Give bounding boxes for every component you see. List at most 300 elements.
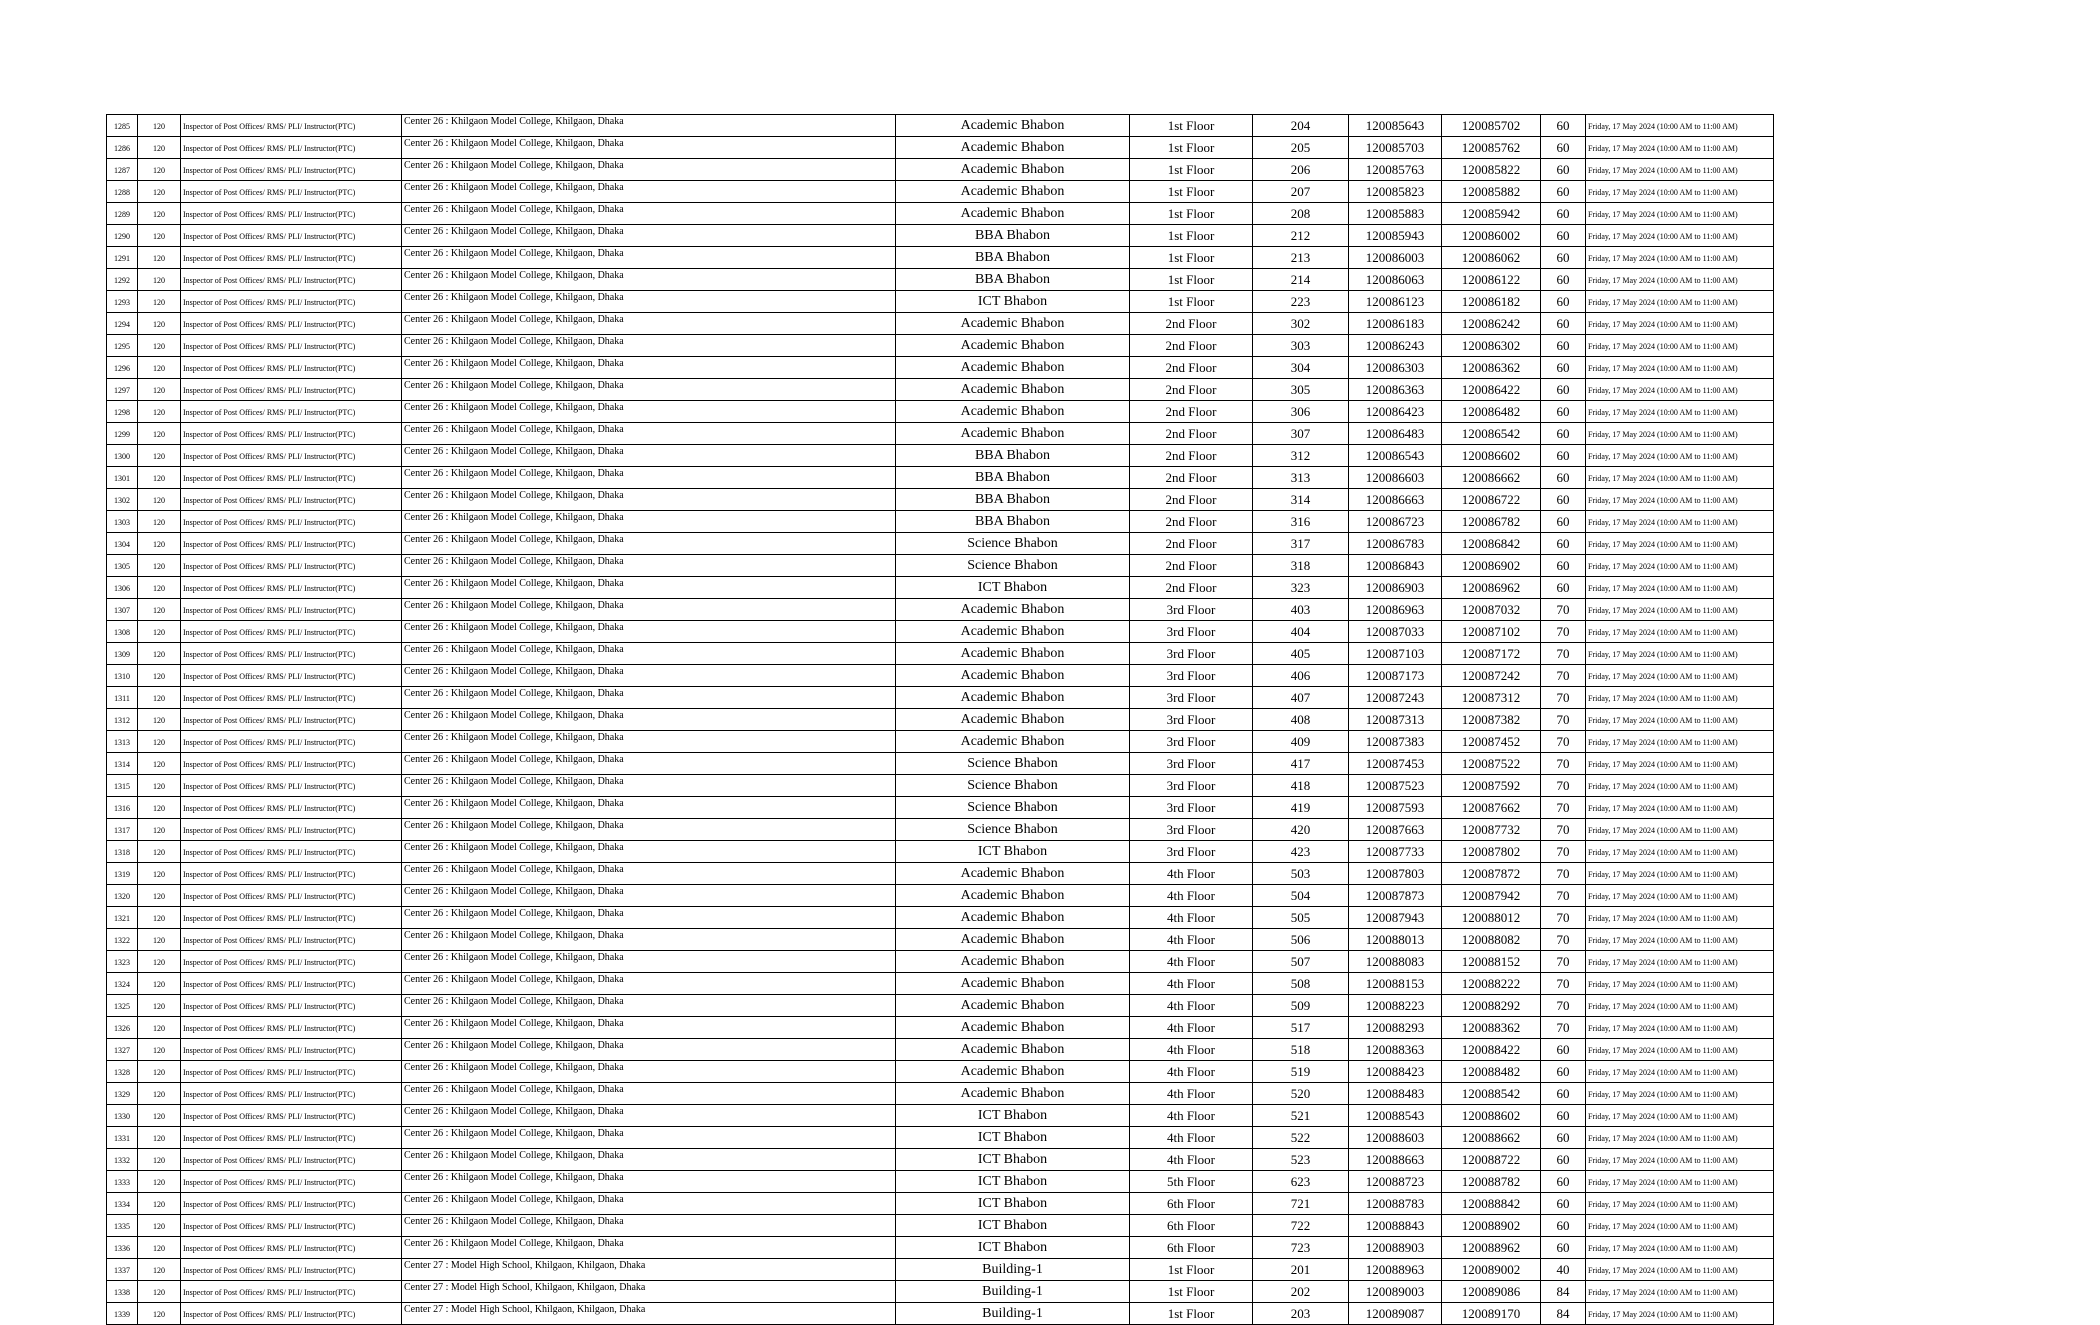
roll-from-cell: 120087523 bbox=[1349, 775, 1442, 797]
post-name-cell: Inspector of Post Offices/ RMS/ PLI/ Instructor(PTC) bbox=[181, 665, 402, 687]
building-cell: ICT Bhabon bbox=[896, 1127, 1130, 1149]
post-code-cell: 120 bbox=[138, 863, 181, 885]
room-cell: 420 bbox=[1253, 819, 1349, 841]
floor-cell: 2nd Floor bbox=[1130, 489, 1253, 511]
exam-date-cell: Friday, 17 May 2024 (10:00 AM to 11:00 AM) bbox=[1586, 203, 1774, 225]
total-cell: 60 bbox=[1541, 445, 1586, 467]
exam-date-cell: Friday, 17 May 2024 (10:00 AM to 11:00 AM) bbox=[1586, 973, 1774, 995]
floor-cell: 2nd Floor bbox=[1130, 379, 1253, 401]
roll-from-cell: 120087383 bbox=[1349, 731, 1442, 753]
roll-to-cell: 120089170 bbox=[1442, 1303, 1541, 1325]
exam-date-cell: Friday, 17 May 2024 (10:00 AM to 11:00 AM) bbox=[1586, 863, 1774, 885]
room-cell: 503 bbox=[1253, 863, 1349, 885]
post-name-cell: Inspector of Post Offices/ RMS/ PLI/ Instructor(PTC) bbox=[181, 1083, 402, 1105]
serial-cell: 1327 bbox=[107, 1039, 138, 1061]
roll-from-cell: 120087103 bbox=[1349, 643, 1442, 665]
roll-to-cell: 120087592 bbox=[1442, 775, 1541, 797]
center-cell: Center 26 : Khilgaon Model College, Khilgaon, Dhaka bbox=[402, 731, 896, 753]
serial-cell: 1313 bbox=[107, 731, 138, 753]
table-row bbox=[107, 687, 1774, 709]
serial-cell: 1287 bbox=[107, 159, 138, 181]
post-name-cell: Inspector of Post Offices/ RMS/ PLI/ Instructor(PTC) bbox=[181, 863, 402, 885]
serial-cell: 1326 bbox=[107, 1017, 138, 1039]
roll-from-cell: 120086663 bbox=[1349, 489, 1442, 511]
building-cell: Academic Bhabon bbox=[896, 731, 1130, 753]
roll-from-cell: 120086363 bbox=[1349, 379, 1442, 401]
post-code-cell: 120 bbox=[138, 1039, 181, 1061]
room-cell: 208 bbox=[1253, 203, 1349, 225]
total-cell: 60 bbox=[1541, 203, 1586, 225]
center-cell: Center 26 : Khilgaon Model College, Khilgaon, Dhaka bbox=[402, 1149, 896, 1171]
exam-date-cell: Friday, 17 May 2024 (10:00 AM to 11:00 AM) bbox=[1586, 379, 1774, 401]
table-row bbox=[107, 247, 1774, 269]
post-code-cell: 120 bbox=[138, 731, 181, 753]
serial-cell: 1337 bbox=[107, 1259, 138, 1281]
post-name-cell: Inspector of Post Offices/ RMS/ PLI/ Instructor(PTC) bbox=[181, 335, 402, 357]
roll-to-cell: 120087942 bbox=[1442, 885, 1541, 907]
room-cell: 406 bbox=[1253, 665, 1349, 687]
post-name-cell: Inspector of Post Offices/ RMS/ PLI/ Instructor(PTC) bbox=[181, 1171, 402, 1193]
floor-cell: 6th Floor bbox=[1130, 1193, 1253, 1215]
floor-cell: 3rd Floor bbox=[1130, 819, 1253, 841]
serial-cell: 1298 bbox=[107, 401, 138, 423]
room-cell: 314 bbox=[1253, 489, 1349, 511]
post-name-cell: Inspector of Post Offices/ RMS/ PLI/ Instructor(PTC) bbox=[181, 291, 402, 313]
building-cell: Academic Bhabon bbox=[896, 665, 1130, 687]
total-cell: 84 bbox=[1541, 1303, 1586, 1325]
post-name-cell: Inspector of Post Offices/ RMS/ PLI/ Instructor(PTC) bbox=[181, 423, 402, 445]
center-cell: Center 26 : Khilgaon Model College, Khilgaon, Dhaka bbox=[402, 907, 896, 929]
serial-cell: 1300 bbox=[107, 445, 138, 467]
floor-cell: 2nd Floor bbox=[1130, 467, 1253, 489]
serial-cell: 1307 bbox=[107, 599, 138, 621]
center-cell: Center 26 : Khilgaon Model College, Khilgaon, Dhaka bbox=[402, 995, 896, 1017]
exam-date-cell: Friday, 17 May 2024 (10:00 AM to 11:00 AM) bbox=[1586, 1171, 1774, 1193]
exam-date-cell: Friday, 17 May 2024 (10:00 AM to 11:00 AM) bbox=[1586, 1127, 1774, 1149]
roll-to-cell: 120088662 bbox=[1442, 1127, 1541, 1149]
floor-cell: 4th Floor bbox=[1130, 1083, 1253, 1105]
roll-from-cell: 120087173 bbox=[1349, 665, 1442, 687]
room-cell: 507 bbox=[1253, 951, 1349, 973]
total-cell: 60 bbox=[1541, 181, 1586, 203]
building-cell: Academic Bhabon bbox=[896, 423, 1130, 445]
exam-date-cell: Friday, 17 May 2024 (10:00 AM to 11:00 AM) bbox=[1586, 1259, 1774, 1281]
floor-cell: 5th Floor bbox=[1130, 1171, 1253, 1193]
roll-from-cell: 120085823 bbox=[1349, 181, 1442, 203]
total-cell: 60 bbox=[1541, 467, 1586, 489]
exam-date-cell: Friday, 17 May 2024 (10:00 AM to 11:00 AM) bbox=[1586, 775, 1774, 797]
room-cell: 316 bbox=[1253, 511, 1349, 533]
roll-from-cell: 120086603 bbox=[1349, 467, 1442, 489]
building-cell: ICT Bhabon bbox=[896, 577, 1130, 599]
serial-cell: 1329 bbox=[107, 1083, 138, 1105]
floor-cell: 2nd Floor bbox=[1130, 357, 1253, 379]
serial-cell: 1333 bbox=[107, 1171, 138, 1193]
post-code-cell: 120 bbox=[138, 1017, 181, 1039]
room-cell: 303 bbox=[1253, 335, 1349, 357]
post-code-cell: 120 bbox=[138, 291, 181, 313]
exam-date-cell: Friday, 17 May 2024 (10:00 AM to 11:00 AM) bbox=[1586, 335, 1774, 357]
floor-cell: 1st Floor bbox=[1130, 291, 1253, 313]
serial-cell: 1289 bbox=[107, 203, 138, 225]
table-row bbox=[107, 951, 1774, 973]
post-name-cell: Inspector of Post Offices/ RMS/ PLI/ Instructor(PTC) bbox=[181, 599, 402, 621]
post-name-cell: Inspector of Post Offices/ RMS/ PLI/ Instructor(PTC) bbox=[181, 1303, 402, 1325]
roll-from-cell: 120088223 bbox=[1349, 995, 1442, 1017]
total-cell: 70 bbox=[1541, 973, 1586, 995]
floor-cell: 2nd Floor bbox=[1130, 577, 1253, 599]
serial-cell: 1330 bbox=[107, 1105, 138, 1127]
exam-date-cell: Friday, 17 May 2024 (10:00 AM to 11:00 AM) bbox=[1586, 489, 1774, 511]
post-code-cell: 120 bbox=[138, 599, 181, 621]
post-code-cell: 120 bbox=[138, 753, 181, 775]
serial-cell: 1293 bbox=[107, 291, 138, 313]
floor-cell: 6th Floor bbox=[1130, 1215, 1253, 1237]
post-code-cell: 120 bbox=[138, 445, 181, 467]
post-name-cell: Inspector of Post Offices/ RMS/ PLI/ Instructor(PTC) bbox=[181, 225, 402, 247]
building-cell: Academic Bhabon bbox=[896, 863, 1130, 885]
building-cell: Academic Bhabon bbox=[896, 1039, 1130, 1061]
post-code-cell: 120 bbox=[138, 379, 181, 401]
building-cell: Academic Bhabon bbox=[896, 357, 1130, 379]
roll-from-cell: 120086243 bbox=[1349, 335, 1442, 357]
building-cell: Academic Bhabon bbox=[896, 1083, 1130, 1105]
room-cell: 307 bbox=[1253, 423, 1349, 445]
table-row bbox=[107, 533, 1774, 555]
roll-from-cell: 120088783 bbox=[1349, 1193, 1442, 1215]
roll-from-cell: 120086783 bbox=[1349, 533, 1442, 555]
roll-from-cell: 120088663 bbox=[1349, 1149, 1442, 1171]
building-cell: Academic Bhabon bbox=[896, 621, 1130, 643]
building-cell: BBA Bhabon bbox=[896, 511, 1130, 533]
roll-to-cell: 120087102 bbox=[1442, 621, 1541, 643]
serial-cell: 1299 bbox=[107, 423, 138, 445]
roll-to-cell: 120087242 bbox=[1442, 665, 1541, 687]
post-name-cell: Inspector of Post Offices/ RMS/ PLI/ Instructor(PTC) bbox=[181, 269, 402, 291]
total-cell: 60 bbox=[1541, 313, 1586, 335]
table-row bbox=[107, 643, 1774, 665]
center-cell: Center 26 : Khilgaon Model College, Khilgaon, Dhaka bbox=[402, 313, 896, 335]
floor-cell: 1st Floor bbox=[1130, 159, 1253, 181]
post-code-cell: 120 bbox=[138, 203, 181, 225]
building-cell: ICT Bhabon bbox=[896, 1215, 1130, 1237]
total-cell: 70 bbox=[1541, 599, 1586, 621]
roll-to-cell: 120088422 bbox=[1442, 1039, 1541, 1061]
serial-cell: 1318 bbox=[107, 841, 138, 863]
post-code-cell: 120 bbox=[138, 357, 181, 379]
post-code-cell: 120 bbox=[138, 489, 181, 511]
post-code-cell: 120 bbox=[138, 577, 181, 599]
exam-date-cell: Friday, 17 May 2024 (10:00 AM to 11:00 AM) bbox=[1586, 1149, 1774, 1171]
table-row bbox=[107, 797, 1774, 819]
floor-cell: 3rd Floor bbox=[1130, 621, 1253, 643]
center-cell: Center 26 : Khilgaon Model College, Khilgaon, Dhaka bbox=[402, 951, 896, 973]
table-row bbox=[107, 885, 1774, 907]
center-cell: Center 26 : Khilgaon Model College, Khilgaon, Dhaka bbox=[402, 445, 896, 467]
roll-to-cell: 120087452 bbox=[1442, 731, 1541, 753]
serial-cell: 1310 bbox=[107, 665, 138, 687]
exam-date-cell: Friday, 17 May 2024 (10:00 AM to 11:00 AM) bbox=[1586, 115, 1774, 137]
total-cell: 60 bbox=[1541, 357, 1586, 379]
post-code-cell: 120 bbox=[138, 643, 181, 665]
room-cell: 305 bbox=[1253, 379, 1349, 401]
serial-cell: 1328 bbox=[107, 1061, 138, 1083]
total-cell: 70 bbox=[1541, 1017, 1586, 1039]
total-cell: 60 bbox=[1541, 1061, 1586, 1083]
post-code-cell: 120 bbox=[138, 1259, 181, 1281]
building-cell: Academic Bhabon bbox=[896, 379, 1130, 401]
table-row bbox=[107, 599, 1774, 621]
roll-to-cell: 120088292 bbox=[1442, 995, 1541, 1017]
total-cell: 60 bbox=[1541, 401, 1586, 423]
post-name-cell: Inspector of Post Offices/ RMS/ PLI/ Instructor(PTC) bbox=[181, 115, 402, 137]
exam-date-cell: Friday, 17 May 2024 (10:00 AM to 11:00 AM) bbox=[1586, 1039, 1774, 1061]
floor-cell: 4th Floor bbox=[1130, 1127, 1253, 1149]
exam-date-cell: Friday, 17 May 2024 (10:00 AM to 11:00 AM) bbox=[1586, 445, 1774, 467]
table-row bbox=[107, 1193, 1774, 1215]
building-cell: Academic Bhabon bbox=[896, 885, 1130, 907]
center-cell: Center 26 : Khilgaon Model College, Khilgaon, Dhaka bbox=[402, 511, 896, 533]
post-name-cell: Inspector of Post Offices/ RMS/ PLI/ Instructor(PTC) bbox=[181, 555, 402, 577]
post-name-cell: Inspector of Post Offices/ RMS/ PLI/ Instructor(PTC) bbox=[181, 841, 402, 863]
serial-cell: 1317 bbox=[107, 819, 138, 841]
floor-cell: 1st Floor bbox=[1130, 1281, 1253, 1303]
center-cell: Center 26 : Khilgaon Model College, Khilgaon, Dhaka bbox=[402, 247, 896, 269]
total-cell: 60 bbox=[1541, 1171, 1586, 1193]
building-cell: Academic Bhabon bbox=[896, 313, 1130, 335]
serial-cell: 1286 bbox=[107, 137, 138, 159]
roll-to-cell: 120086902 bbox=[1442, 555, 1541, 577]
center-cell: Center 26 : Khilgaon Model College, Khilgaon, Dhaka bbox=[402, 137, 896, 159]
table-row bbox=[107, 181, 1774, 203]
table-row bbox=[107, 1171, 1774, 1193]
total-cell: 60 bbox=[1541, 1215, 1586, 1237]
room-cell: 508 bbox=[1253, 973, 1349, 995]
roll-to-cell: 120087522 bbox=[1442, 753, 1541, 775]
exam-date-cell: Friday, 17 May 2024 (10:00 AM to 11:00 AM) bbox=[1586, 181, 1774, 203]
table-row bbox=[107, 863, 1774, 885]
total-cell: 70 bbox=[1541, 797, 1586, 819]
total-cell: 70 bbox=[1541, 863, 1586, 885]
building-cell: Academic Bhabon bbox=[896, 137, 1130, 159]
center-cell: Center 26 : Khilgaon Model College, Khilgaon, Dhaka bbox=[402, 533, 896, 555]
floor-cell: 1st Floor bbox=[1130, 269, 1253, 291]
exam-date-cell: Friday, 17 May 2024 (10:00 AM to 11:00 AM) bbox=[1586, 797, 1774, 819]
exam-date-cell: Friday, 17 May 2024 (10:00 AM to 11:00 AM) bbox=[1586, 1237, 1774, 1259]
building-cell: Academic Bhabon bbox=[896, 203, 1130, 225]
room-cell: 313 bbox=[1253, 467, 1349, 489]
floor-cell: 6th Floor bbox=[1130, 1237, 1253, 1259]
serial-cell: 1339 bbox=[107, 1303, 138, 1325]
table-row bbox=[107, 467, 1774, 489]
center-cell: Center 26 : Khilgaon Model College, Khilgaon, Dhaka bbox=[402, 203, 896, 225]
post-name-cell: Inspector of Post Offices/ RMS/ PLI/ Instructor(PTC) bbox=[181, 1237, 402, 1259]
exam-date-cell: Friday, 17 May 2024 (10:00 AM to 11:00 AM) bbox=[1586, 1017, 1774, 1039]
center-cell: Center 26 : Khilgaon Model College, Khilgaon, Dhaka bbox=[402, 555, 896, 577]
building-cell: Academic Bhabon bbox=[896, 401, 1130, 423]
post-code-cell: 120 bbox=[138, 687, 181, 709]
center-cell: Center 26 : Khilgaon Model College, Khilgaon, Dhaka bbox=[402, 1215, 896, 1237]
roll-to-cell: 120086362 bbox=[1442, 357, 1541, 379]
table-body bbox=[107, 115, 1774, 1325]
center-cell: Center 26 : Khilgaon Model College, Khilgaon, Dhaka bbox=[402, 1171, 896, 1193]
room-cell: 405 bbox=[1253, 643, 1349, 665]
exam-date-cell: Friday, 17 May 2024 (10:00 AM to 11:00 AM) bbox=[1586, 885, 1774, 907]
building-cell: Building-1 bbox=[896, 1303, 1130, 1325]
total-cell: 60 bbox=[1541, 1083, 1586, 1105]
post-name-cell: Inspector of Post Offices/ RMS/ PLI/ Instructor(PTC) bbox=[181, 247, 402, 269]
roll-to-cell: 120088152 bbox=[1442, 951, 1541, 973]
floor-cell: 1st Floor bbox=[1130, 1303, 1253, 1325]
floor-cell: 2nd Floor bbox=[1130, 555, 1253, 577]
serial-cell: 1324 bbox=[107, 973, 138, 995]
serial-cell: 1291 bbox=[107, 247, 138, 269]
roll-from-cell: 120086183 bbox=[1349, 313, 1442, 335]
building-cell: ICT Bhabon bbox=[896, 841, 1130, 863]
exam-date-cell: Friday, 17 May 2024 (10:00 AM to 11:00 AM) bbox=[1586, 555, 1774, 577]
exam-date-cell: Friday, 17 May 2024 (10:00 AM to 11:00 AM) bbox=[1586, 687, 1774, 709]
exam-date-cell: Friday, 17 May 2024 (10:00 AM to 11:00 AM) bbox=[1586, 1303, 1774, 1325]
serial-cell: 1308 bbox=[107, 621, 138, 643]
building-cell: Academic Bhabon bbox=[896, 181, 1130, 203]
post-code-cell: 120 bbox=[138, 1171, 181, 1193]
total-cell: 70 bbox=[1541, 951, 1586, 973]
roll-from-cell: 120088543 bbox=[1349, 1105, 1442, 1127]
roll-to-cell: 120088012 bbox=[1442, 907, 1541, 929]
total-cell: 70 bbox=[1541, 621, 1586, 643]
room-cell: 418 bbox=[1253, 775, 1349, 797]
total-cell: 70 bbox=[1541, 907, 1586, 929]
post-code-cell: 120 bbox=[138, 1127, 181, 1149]
serial-cell: 1305 bbox=[107, 555, 138, 577]
post-name-cell: Inspector of Post Offices/ RMS/ PLI/ Instructor(PTC) bbox=[181, 907, 402, 929]
exam-date-cell: Friday, 17 May 2024 (10:00 AM to 11:00 AM) bbox=[1586, 951, 1774, 973]
roll-to-cell: 120087802 bbox=[1442, 841, 1541, 863]
roll-to-cell: 120088362 bbox=[1442, 1017, 1541, 1039]
post-code-cell: 120 bbox=[138, 467, 181, 489]
post-code-cell: 120 bbox=[138, 1105, 181, 1127]
room-cell: 504 bbox=[1253, 885, 1349, 907]
post-name-cell: Inspector of Post Offices/ RMS/ PLI/ Instructor(PTC) bbox=[181, 1259, 402, 1281]
roll-from-cell: 120088293 bbox=[1349, 1017, 1442, 1039]
table-row bbox=[107, 1017, 1774, 1039]
post-code-cell: 120 bbox=[138, 159, 181, 181]
floor-cell: 4th Floor bbox=[1130, 1149, 1253, 1171]
exam-date-cell: Friday, 17 May 2024 (10:00 AM to 11:00 AM) bbox=[1586, 995, 1774, 1017]
center-cell: Center 26 : Khilgaon Model College, Khilgaon, Dhaka bbox=[402, 1061, 896, 1083]
serial-cell: 1304 bbox=[107, 533, 138, 555]
total-cell: 70 bbox=[1541, 819, 1586, 841]
post-code-cell: 120 bbox=[138, 1083, 181, 1105]
total-cell: 70 bbox=[1541, 929, 1586, 951]
roll-to-cell: 120087872 bbox=[1442, 863, 1541, 885]
post-code-cell: 120 bbox=[138, 137, 181, 159]
room-cell: 306 bbox=[1253, 401, 1349, 423]
center-cell: Center 26 : Khilgaon Model College, Khilgaon, Dhaka bbox=[402, 467, 896, 489]
roll-to-cell: 120088782 bbox=[1442, 1171, 1541, 1193]
serial-cell: 1297 bbox=[107, 379, 138, 401]
seat-plan-table bbox=[106, 114, 1774, 1325]
floor-cell: 4th Floor bbox=[1130, 973, 1253, 995]
post-code-cell: 120 bbox=[138, 775, 181, 797]
room-cell: 201 bbox=[1253, 1259, 1349, 1281]
serial-cell: 1294 bbox=[107, 313, 138, 335]
table-row bbox=[107, 1039, 1774, 1061]
roll-to-cell: 120085942 bbox=[1442, 203, 1541, 225]
post-name-cell: Inspector of Post Offices/ RMS/ PLI/ Instructor(PTC) bbox=[181, 1061, 402, 1083]
floor-cell: 3rd Floor bbox=[1130, 753, 1253, 775]
table-row bbox=[107, 423, 1774, 445]
building-cell: ICT Bhabon bbox=[896, 1149, 1130, 1171]
roll-from-cell: 120088723 bbox=[1349, 1171, 1442, 1193]
roll-from-cell: 120088483 bbox=[1349, 1083, 1442, 1105]
building-cell: ICT Bhabon bbox=[896, 1105, 1130, 1127]
total-cell: 60 bbox=[1541, 533, 1586, 555]
total-cell: 70 bbox=[1541, 775, 1586, 797]
exam-date-cell: Friday, 17 May 2024 (10:00 AM to 11:00 AM) bbox=[1586, 1083, 1774, 1105]
room-cell: 423 bbox=[1253, 841, 1349, 863]
table-row bbox=[107, 665, 1774, 687]
table-row bbox=[107, 291, 1774, 313]
room-cell: 722 bbox=[1253, 1215, 1349, 1237]
total-cell: 60 bbox=[1541, 115, 1586, 137]
exam-date-cell: Friday, 17 May 2024 (10:00 AM to 11:00 AM) bbox=[1586, 841, 1774, 863]
post-name-cell: Inspector of Post Offices/ RMS/ PLI/ Instructor(PTC) bbox=[181, 621, 402, 643]
post-code-cell: 120 bbox=[138, 995, 181, 1017]
total-cell: 60 bbox=[1541, 225, 1586, 247]
table-row bbox=[107, 1237, 1774, 1259]
table-row bbox=[107, 929, 1774, 951]
center-cell: Center 26 : Khilgaon Model College, Khilgaon, Dhaka bbox=[402, 269, 896, 291]
post-name-cell: Inspector of Post Offices/ RMS/ PLI/ Instructor(PTC) bbox=[181, 181, 402, 203]
roll-from-cell: 120088903 bbox=[1349, 1237, 1442, 1259]
floor-cell: 1st Floor bbox=[1130, 115, 1253, 137]
floor-cell: 1st Floor bbox=[1130, 225, 1253, 247]
exam-date-cell: Friday, 17 May 2024 (10:00 AM to 11:00 AM) bbox=[1586, 907, 1774, 929]
floor-cell: 3rd Floor bbox=[1130, 687, 1253, 709]
exam-date-cell: Friday, 17 May 2024 (10:00 AM to 11:00 AM) bbox=[1586, 753, 1774, 775]
roll-from-cell: 120088843 bbox=[1349, 1215, 1442, 1237]
building-cell: BBA Bhabon bbox=[896, 489, 1130, 511]
table-row bbox=[107, 907, 1774, 929]
total-cell: 70 bbox=[1541, 731, 1586, 753]
floor-cell: 3rd Floor bbox=[1130, 775, 1253, 797]
serial-cell: 1319 bbox=[107, 863, 138, 885]
table-row bbox=[107, 115, 1774, 137]
post-code-cell: 120 bbox=[138, 181, 181, 203]
building-cell: Academic Bhabon bbox=[896, 951, 1130, 973]
building-cell: Science Bhabon bbox=[896, 753, 1130, 775]
floor-cell: 4th Floor bbox=[1130, 863, 1253, 885]
table-row bbox=[107, 819, 1774, 841]
roll-to-cell: 120085882 bbox=[1442, 181, 1541, 203]
room-cell: 304 bbox=[1253, 357, 1349, 379]
roll-from-cell: 120086543 bbox=[1349, 445, 1442, 467]
post-name-cell: Inspector of Post Offices/ RMS/ PLI/ Instructor(PTC) bbox=[181, 819, 402, 841]
floor-cell: 1st Floor bbox=[1130, 137, 1253, 159]
table-row bbox=[107, 555, 1774, 577]
table-row bbox=[107, 841, 1774, 863]
total-cell: 60 bbox=[1541, 555, 1586, 577]
post-code-cell: 120 bbox=[138, 1281, 181, 1303]
post-code-cell: 120 bbox=[138, 621, 181, 643]
room-cell: 517 bbox=[1253, 1017, 1349, 1039]
building-cell: Academic Bhabon bbox=[896, 643, 1130, 665]
center-cell: Center 26 : Khilgaon Model College, Khilgaon, Dhaka bbox=[402, 599, 896, 621]
room-cell: 518 bbox=[1253, 1039, 1349, 1061]
center-cell: Center 26 : Khilgaon Model College, Khilgaon, Dhaka bbox=[402, 775, 896, 797]
center-cell: Center 26 : Khilgaon Model College, Khilgaon, Dhaka bbox=[402, 1083, 896, 1105]
